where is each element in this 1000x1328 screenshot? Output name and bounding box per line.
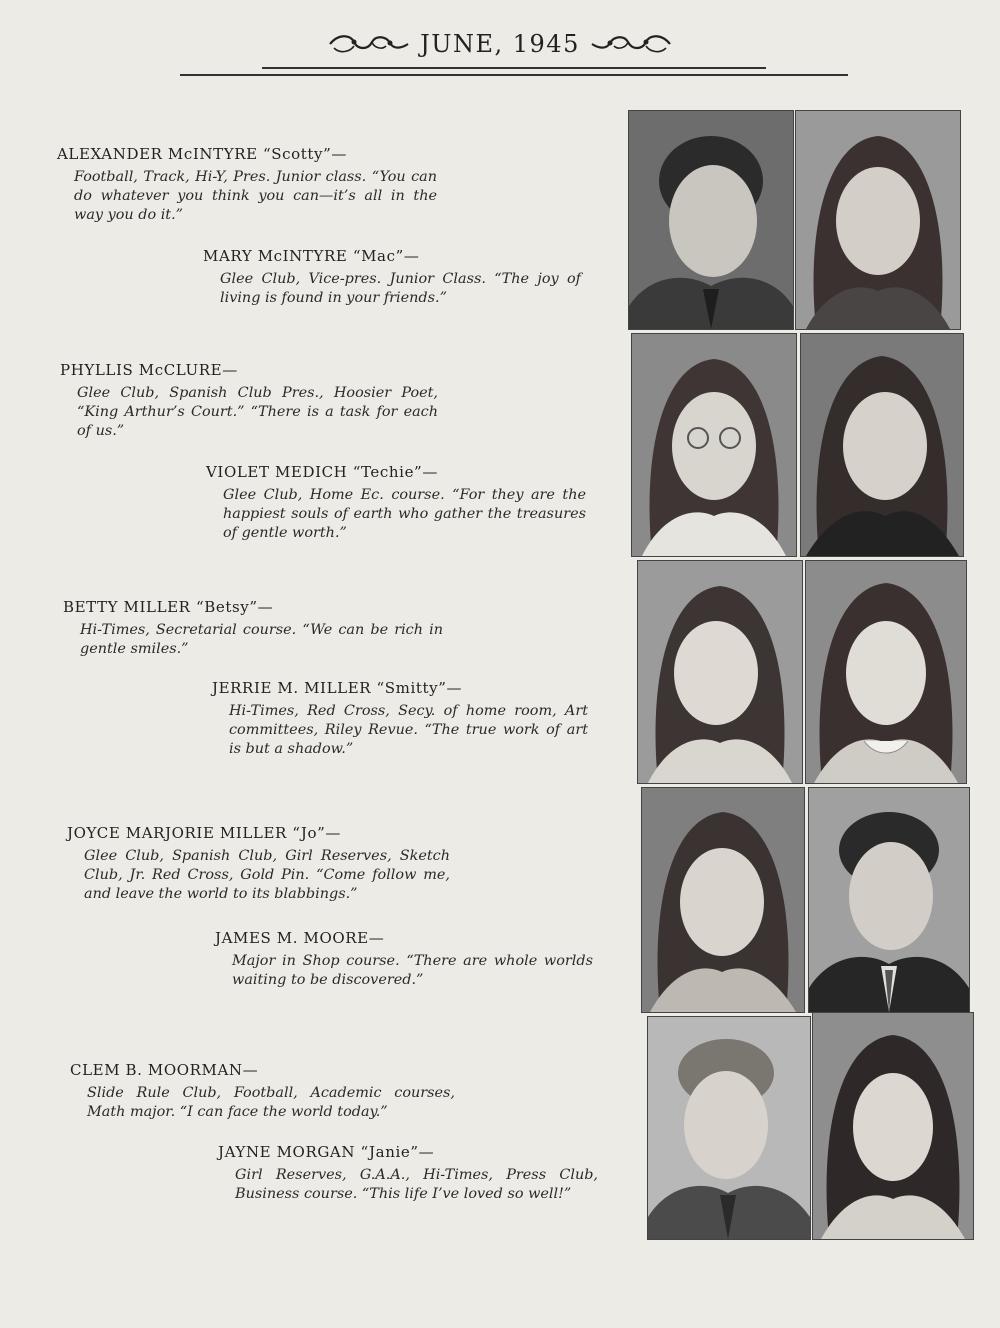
girl-portrait-icon	[813, 1013, 973, 1239]
portrait-photo	[641, 787, 805, 1013]
boy-portrait-icon	[809, 788, 969, 1012]
student-description: Major in Shop course. “There are whole worlds waiting to be discovered.”	[232, 953, 593, 988]
senior-entry	[218, 1143, 598, 1204]
senior-entry	[203, 247, 581, 308]
senior-entry	[70, 1061, 455, 1122]
boy-portrait-icon	[648, 1017, 810, 1239]
portrait-photo	[795, 110, 961, 330]
student-description: Football, Track, Hi-Y, Pres. Junior class. “You can do whatever you think you can—it’s all in the way you do it.”	[74, 169, 437, 223]
student-description: Slide Rule Club, Football, Academic courses, Math major. “I can face the world today.”	[87, 1085, 455, 1120]
senior-entry	[212, 679, 588, 759]
student-description: Hi-Times, Red Cross, Secy. of home room, Art committees, Riley Revue. “The true work of art is but a shadow.”	[229, 703, 588, 757]
senior-entry	[67, 824, 450, 904]
header-rule-long	[180, 74, 848, 76]
girl-portrait-icon	[796, 111, 960, 329]
portrait-photo	[637, 560, 803, 784]
senior-entry	[60, 361, 438, 441]
portrait-photo	[631, 333, 797, 557]
girl-portrait-icon	[638, 561, 802, 783]
student-name: ALEXANDER McINTYRE “Scotty”—	[57, 145, 347, 163]
senior-entry	[206, 463, 586, 543]
girl-portrait-icon	[806, 561, 966, 783]
student-description: Girl Reserves, G.A.A., Hi-Times, Press Club, Business course. “This life I’ve loved so well!”	[235, 1167, 598, 1202]
student-description: Glee Club, Spanish Club, Girl Reserves, Sketch Club, Jr. Red Cross, Gold Pin. “Come follow me, and leave the world to its blabbings.”	[84, 848, 450, 902]
portrait-photo	[628, 110, 794, 330]
girl-portrait-icon	[801, 334, 963, 556]
senior-entry	[215, 929, 593, 990]
page-header	[0, 30, 1000, 60]
student-name: JAYNE MORGAN “Janie”—	[218, 1143, 435, 1161]
right-scroll-ornament-icon	[590, 32, 672, 56]
left-scroll-ornament-icon	[328, 32, 410, 56]
girl-portrait-icon	[642, 788, 804, 1012]
girl-portrait-icon	[632, 334, 796, 556]
student-name: JAMES M. MOORE—	[215, 929, 385, 947]
student-name: BETTY MILLER “Betsy”—	[63, 598, 274, 616]
header-rule-short	[262, 67, 766, 69]
portrait-photo	[647, 1016, 811, 1240]
student-name: CLEM B. MOORMAN—	[70, 1061, 259, 1079]
student-name: JOYCE MARJORIE MILLER “Jo”—	[67, 824, 342, 842]
portrait-photo	[808, 787, 970, 1013]
page-title: JUNE, 1945	[420, 30, 580, 58]
student-description: Hi-Times, Secretarial course. “We can be rich in gentle smiles.”	[80, 622, 443, 657]
portrait-photo	[800, 333, 964, 557]
portrait-photo	[812, 1012, 974, 1240]
student-name: PHYLLIS McCLURE—	[60, 361, 238, 379]
student-name: MARY McINTYRE “Mac”—	[203, 247, 420, 265]
portrait-photo	[805, 560, 967, 784]
student-description: Glee Club, Vice-pres. Junior Class. “The joy of living is found in your friends.”	[220, 271, 581, 306]
student-description: Glee Club, Home Ec. course. “For they are the happiest souls of earth who gather the treasures of gentle worth.”	[223, 487, 586, 541]
student-name: JERRIE M. MILLER “Smitty”—	[212, 679, 463, 697]
student-name: VIOLET MEDICH “Techie”—	[206, 463, 438, 481]
senior-entry	[63, 598, 443, 659]
student-description: Glee Club, Spanish Club Pres., Hoosier Poet, “King Arthur’s Court.” “There is a task for each of us.”	[77, 385, 438, 439]
boy-portrait-icon	[629, 111, 793, 329]
senior-entry	[57, 145, 437, 225]
